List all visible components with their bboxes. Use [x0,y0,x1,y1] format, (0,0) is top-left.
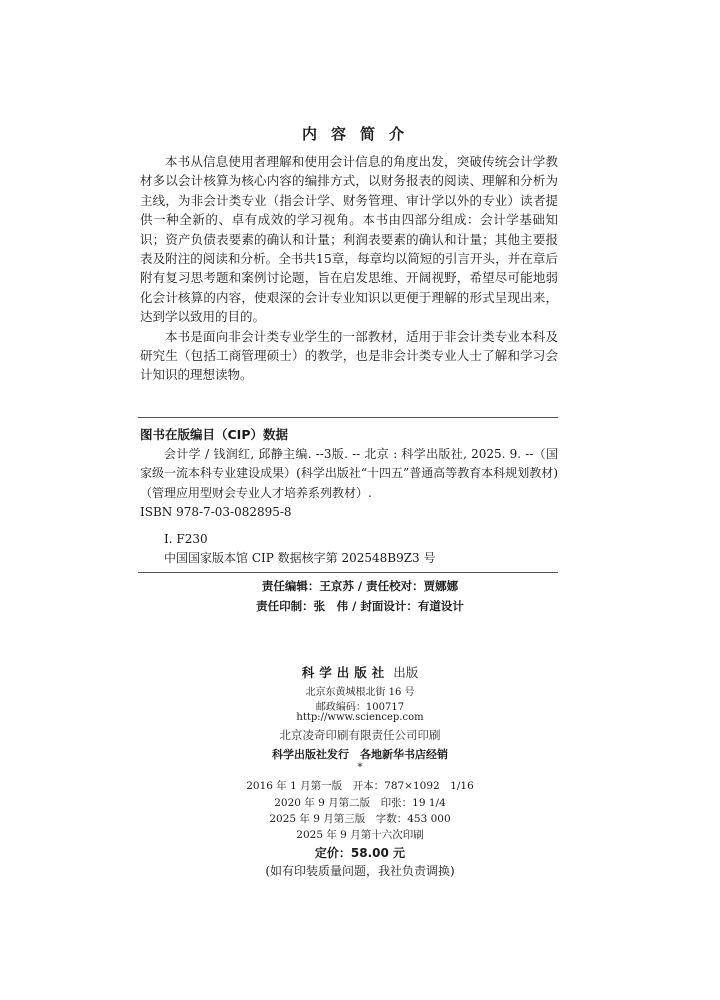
edition-row-3: 2025 年 9 月第三版 字数：453 000 [269,813,451,825]
publisher-address: 北京东黄城根北街 16 号 [305,687,415,698]
edition-row-4: 2025 年 9 月第十六次印刷 [296,829,424,841]
distribution-line: 科学出版社发行 各地新华书店经销 [272,748,448,761]
printer-name: 北京凌奇印刷有限责任公司印刷 [279,728,441,742]
page-title: 内容简介 [301,125,418,143]
publisher-url: http://www.sciencep.com [296,712,424,723]
cip-record-number: 中国国家版本馆 CIP 数据核字第 202548B9Z3 号 [164,551,436,566]
cip-catalog-entry: 会计学 / 钱润红, 邱静主编. --3版. -- 北京 : 科学出版社, 2025. 9. --（国家级一流本科专业建设成果）(科学出版社“十四五”普通高等教育本科规划教材)（管理应用型财会专业人才培养系列教材）. [140,447,558,500]
cip-top-divider [138,417,558,418]
intro-paragraph-1: 本书从信息使用者理解和使用会计信息的角度出发，突破传统会计学教材多以会计核算为核心内容的编排方式，以财务报表的阅读、理解和分析为主线，为非会计类专业（指会计学、财务管理、审计学以外的专业）读者提供一种全新的、卓有成效的学习视角。本书由四部分组成：会计学基础知识；资产负债表要素的确认和计量；利润表要素的确认和计量；其他主要报表及附注的阅读和分析。全书共15章，每章均以简短的引言开头，并在章后附有复习思考题和案例讨论题，旨在启发思维、开阔视野，希望尽可能地弱化会计核算的内容，使艰深的会计专业知识以更便于理解的形式呈现出来，达到学以致用的目的。 [140,154,558,325]
edition-row-2: 2020 年 9 月第二版 印张：19 1/4 [274,797,446,809]
cip-bottom-divider [138,572,558,573]
publisher-postcode: 邮政编码：100717 [315,702,405,713]
cip-isbn: ISBN 978-7-03-082895-8 [140,504,292,519]
publisher-logo: 科学出版社 [301,665,390,680]
intro-paragraph-2: 本书是面向非会计类专业学生的一部教材，适用于非会计类专业本科及研究生（包括工商管理硕士）的教学，也是非会计类专业人士了解和学习会计知识的理想读物。 [140,328,558,383]
cip-block [140,445,558,569]
edition-row-1: 2016 年 1 月第一版 开本：787×1092 1/16 [246,780,474,792]
intro-section [140,152,558,385]
responsibility-line-1: 责任编辑：王京苏 / 责任校对：贾娜娜 [261,579,459,593]
cip-classification: Ⅰ. F230 [164,532,208,547]
separator-star: * [357,762,363,773]
cip-heading: 图书在版编目（CIP）数据 [140,427,288,442]
publisher-suffix: 出版 [389,665,419,680]
responsibility-line-2: 责任印制：张 伟 / 封面设计：有道设计 [256,599,464,613]
publisher-line [0,663,720,681]
quality-note: (如有印装质量问题，我社负责调换) [265,864,455,878]
price-label: 定价：58.00 元 [314,846,406,860]
